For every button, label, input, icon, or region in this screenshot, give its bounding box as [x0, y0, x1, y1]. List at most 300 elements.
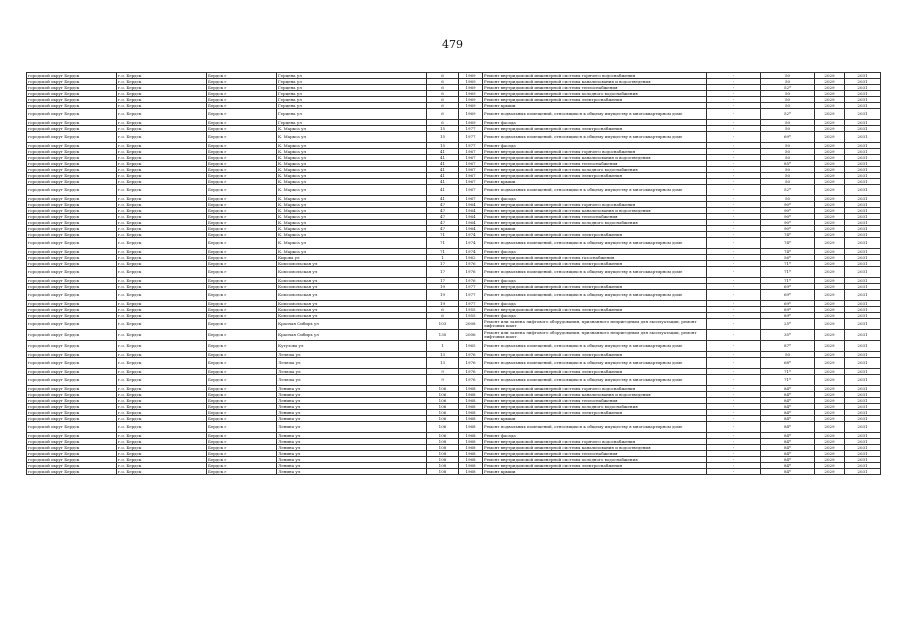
cell-city: Бердск г [207, 126, 277, 132]
cell-cost: 71* [761, 261, 815, 267]
cell-house: 13 [427, 358, 459, 369]
cell-house: 106 [427, 410, 459, 416]
cell-house: 108 [427, 451, 459, 457]
cell-flag: - [707, 261, 761, 267]
cell-year: 1976 [459, 278, 483, 284]
cell-work: Ремонт внутридомовой инженерной системы канализования и водоотведения [483, 208, 707, 214]
cell-settlement: г.о. Бердск [117, 290, 207, 301]
cell-flag: - [707, 422, 761, 433]
cell-cost: 50 [761, 103, 815, 109]
cell-flag: - [707, 143, 761, 149]
cell-flag: - [707, 161, 761, 167]
cell-year-end: 2031 [845, 103, 881, 109]
cell-street: Лелюха ул [277, 375, 427, 386]
cell-street: Комсомольская ул [277, 261, 427, 267]
cell-cost: 74* [761, 238, 815, 249]
cell-flag: - [707, 220, 761, 226]
table-row [27, 319, 881, 330]
cell-settlement: г.о. Бердск [117, 179, 207, 185]
cell-work: Ремонт внутридомовой инженерной системы газоснабжения [483, 255, 707, 261]
cell-house: 6 [427, 120, 459, 126]
cell-street: Ленина ул [277, 410, 427, 416]
cell-cost: 89* [761, 313, 815, 319]
cell-work: Ремонт крыши [483, 416, 707, 422]
cell-cost: 84* [761, 469, 815, 475]
cell-municipality: городской округ Бердск [27, 301, 117, 307]
cell-street: Ленина ул [277, 433, 427, 439]
cell-house: 6 [427, 91, 459, 97]
cell-year-start: 2029 [815, 433, 845, 439]
cell-house: 130 [427, 330, 459, 341]
cell-year-end: 2031 [845, 341, 881, 352]
cell-flag: - [707, 410, 761, 416]
cell-year: 1969 [459, 120, 483, 126]
cell-settlement: г.о. Бердск [117, 120, 207, 126]
cell-cost: 50 [761, 79, 815, 85]
cell-cost: 71* [761, 375, 815, 386]
cell-street: Герцена ул [277, 109, 427, 120]
cell-municipality: городской округ Бердск [27, 313, 117, 319]
cell-work: Ремонт подвальных помещений, относящихся к общему имуществу в многоквартирном доме [483, 422, 707, 433]
cell-year-start: 2029 [815, 319, 845, 330]
cell-flag: - [707, 185, 761, 196]
cell-settlement: г.о. Бердск [117, 173, 207, 179]
cell-flag: - [707, 301, 761, 307]
cell-municipality: городской округ Бердск [27, 469, 117, 475]
cell-work: Ремонт фасада [483, 249, 707, 255]
cell-work: Ремонт подвальных помещений, относящихся к общему имуществу в многоквартирном доме [483, 375, 707, 386]
cell-year-start: 2029 [815, 167, 845, 173]
cell-flag: - [707, 109, 761, 120]
cell-house: 106 [427, 404, 459, 410]
cell-municipality: городской округ Бердск [27, 369, 117, 375]
cell-settlement: г.о. Бердск [117, 369, 207, 375]
cell-house: 41 [427, 196, 459, 202]
cell-municipality: городской округ Бердск [27, 422, 117, 433]
cell-year-start: 2029 [815, 301, 845, 307]
cell-year: 1968 [459, 410, 483, 416]
cell-municipality: городской округ Бердск [27, 85, 117, 91]
cell-municipality: городской округ Бердск [27, 173, 117, 179]
cell-street: Кирова ул [277, 255, 427, 261]
cell-municipality: городской округ Бердск [27, 330, 117, 341]
cell-cost: 89* [761, 307, 815, 313]
cell-year-end: 2031 [845, 196, 881, 202]
cell-street: Ленина ул [277, 392, 427, 398]
cell-year-start: 2029 [815, 358, 845, 369]
cell-municipality: городской округ Бердск [27, 249, 117, 255]
cell-flag: - [707, 132, 761, 143]
cell-house: 6 [427, 109, 459, 120]
cell-flag: - [707, 179, 761, 185]
cell-year-end: 2031 [845, 161, 881, 167]
cell-municipality: городской округ Бердск [27, 307, 117, 313]
cell-settlement: г.о. Бердск [117, 398, 207, 404]
cell-municipality: городской округ Бердск [27, 261, 117, 267]
cell-flag: - [707, 375, 761, 386]
cell-year-start: 2029 [815, 307, 845, 313]
cell-work: Ремонт крыши [483, 226, 707, 232]
cell-year: 1968 [459, 451, 483, 457]
cell-city: Бердск г [207, 358, 277, 369]
cell-flag: - [707, 226, 761, 232]
cell-street: Ленина ул [277, 451, 427, 457]
cell-municipality: городской округ Бердск [27, 97, 117, 103]
cell-work: Ремонт подвальных помещений, относящихся к общему имуществу в многоквартирном доме [483, 238, 707, 249]
cell-cost: 50 [761, 173, 815, 179]
cell-year-start: 2029 [815, 386, 845, 392]
cell-house: 41 [427, 173, 459, 179]
cell-year-end: 2031 [845, 445, 881, 451]
cell-cost: 50 [761, 352, 815, 358]
cell-city: Бердск г [207, 284, 277, 290]
cell-house: 15 [427, 132, 459, 143]
cell-year: 1967 [459, 167, 483, 173]
cell-year-start: 2029 [815, 238, 845, 249]
cell-cost: 90* [761, 202, 815, 208]
cell-work: Ремонт внутридомовой инженерной системы электроснабжения [483, 369, 707, 375]
cell-year-end: 2031 [845, 422, 881, 433]
cell-settlement: г.о. Бердск [117, 161, 207, 167]
cell-street: Герцена ул [277, 91, 427, 97]
cell-settlement: г.о. Бердск [117, 319, 207, 330]
table-row [27, 185, 881, 196]
cell-flag: - [707, 97, 761, 103]
cell-city: Бердск г [207, 445, 277, 451]
cell-year-end: 2031 [845, 278, 881, 284]
cell-municipality: городской округ Бердск [27, 290, 117, 301]
cell-street: Герцена ул [277, 85, 427, 91]
cell-city: Бердск г [207, 392, 277, 398]
cell-municipality: городской округ Бердск [27, 185, 117, 196]
cell-work: Ремонт внутридомовой инженерной системы теплоснабжения [483, 85, 707, 91]
cell-city: Бердск г [207, 457, 277, 463]
cell-cost: 90* [761, 220, 815, 226]
cell-year-start: 2029 [815, 97, 845, 103]
cell-street: К. Маркса ул [277, 202, 427, 208]
cell-house: 108 [427, 457, 459, 463]
cell-year: 1969 [459, 109, 483, 120]
cell-municipality: городской округ Бердск [27, 398, 117, 404]
cell-year-end: 2031 [845, 433, 881, 439]
registry-table [26, 72, 881, 475]
cell-city: Бердск г [207, 352, 277, 358]
cell-year-end: 2031 [845, 358, 881, 369]
cell-flag: - [707, 416, 761, 422]
cell-work: Ремонт внутридомовой инженерной системы электроснабжения [483, 126, 707, 132]
cell-year: 1976 [459, 358, 483, 369]
cell-work: Ремонт внутридомовой инженерной системы теплоснабжения [483, 214, 707, 220]
cell-street: Комсомольская ул [277, 307, 427, 313]
cell-settlement: г.о. Бердск [117, 375, 207, 386]
cell-municipality: городской округ Бердск [27, 196, 117, 202]
cell-cost: 69* [761, 132, 815, 143]
cell-street: Ленина ул [277, 404, 427, 410]
cell-street: К. Маркса ул [277, 220, 427, 226]
cell-settlement: г.о. Бердск [117, 433, 207, 439]
cell-house: 106 [427, 433, 459, 439]
cell-city: Бердск г [207, 416, 277, 422]
cell-city: Бердск г [207, 267, 277, 278]
cell-street: К. Маркса ул [277, 196, 427, 202]
cell-cost: 71* [761, 267, 815, 278]
cell-year: 1974 [459, 238, 483, 249]
cell-cost: 84* [761, 433, 815, 439]
cell-year-start: 2029 [815, 341, 845, 352]
cell-year-end: 2031 [845, 301, 881, 307]
cell-year-end: 2031 [845, 463, 881, 469]
cell-year-end: 2031 [845, 167, 881, 173]
cell-house: 15 [427, 143, 459, 149]
cell-flag: - [707, 278, 761, 284]
cell-municipality: городской округ Бердск [27, 73, 117, 79]
cell-cost: 50 [761, 143, 815, 149]
cell-municipality: городской округ Бердск [27, 143, 117, 149]
cell-year: 1964 [459, 214, 483, 220]
cell-municipality: городской округ Бердск [27, 278, 117, 284]
cell-house: 47 [427, 208, 459, 214]
cell-municipality: городской округ Бердск [27, 267, 117, 278]
cell-work: Ремонт внутридомовой инженерной системы канализования и водоотведения [483, 79, 707, 85]
cell-cost: 50 [761, 149, 815, 155]
cell-year: 1967 [459, 173, 483, 179]
cell-settlement: г.о. Бердск [117, 202, 207, 208]
cell-city: Бердск г [207, 404, 277, 410]
cell-street: Комсомольская ул [277, 278, 427, 284]
cell-settlement: г.о. Бердск [117, 284, 207, 290]
cell-flag: - [707, 469, 761, 475]
cell-work: Ремонт фасада [483, 120, 707, 126]
cell-year-start: 2029 [815, 410, 845, 416]
cell-street: Комсомольская ул [277, 301, 427, 307]
cell-street: Ленина ул [277, 439, 427, 445]
cell-city: Бердск г [207, 469, 277, 475]
cell-year: 1977 [459, 290, 483, 301]
cell-city: Бердск г [207, 410, 277, 416]
cell-street: Лелюха ул [277, 369, 427, 375]
cell-municipality: городской округ Бердск [27, 463, 117, 469]
cell-cost: 50 [761, 167, 815, 173]
cell-year: 2006 [459, 330, 483, 341]
cell-house: 19 [427, 301, 459, 307]
cell-street: Герцена ул [277, 79, 427, 85]
cell-settlement: г.о. Бердск [117, 238, 207, 249]
cell-municipality: городской округ Бердск [27, 255, 117, 261]
cell-settlement: г.о. Бердск [117, 261, 207, 267]
cell-street: Ленина ул [277, 445, 427, 451]
cell-year-end: 2031 [845, 220, 881, 226]
cell-street: Комсомольская ул [277, 267, 427, 278]
cell-year-end: 2031 [845, 398, 881, 404]
cell-cost: 50 [761, 155, 815, 161]
cell-city: Бердск г [207, 143, 277, 149]
cell-municipality: городской округ Бердск [27, 416, 117, 422]
cell-year-start: 2029 [815, 398, 845, 404]
cell-settlement: г.о. Бердск [117, 155, 207, 161]
cell-year-start: 2029 [815, 261, 845, 267]
cell-city: Бердск г [207, 85, 277, 91]
cell-city: Бердск г [207, 278, 277, 284]
cell-year-start: 2029 [815, 330, 845, 341]
cell-city: Бердск г [207, 422, 277, 433]
cell-house: 108 [427, 445, 459, 451]
cell-city: Бердск г [207, 301, 277, 307]
cell-year-start: 2029 [815, 392, 845, 398]
table-row [27, 267, 881, 278]
cell-city: Бердск г [207, 330, 277, 341]
cell-year: 1967 [459, 179, 483, 185]
cell-year-end: 2031 [845, 290, 881, 301]
cell-work: Ремонт внутридомовой инженерной системы теплоснабжения [483, 398, 707, 404]
cell-year-end: 2031 [845, 261, 881, 267]
cell-year-end: 2031 [845, 313, 881, 319]
cell-year-end: 2031 [845, 284, 881, 290]
cell-flag: - [707, 214, 761, 220]
cell-year-start: 2029 [815, 469, 845, 475]
cell-year: 1977 [459, 284, 483, 290]
cell-work: Ремонт подвальных помещений, относящихся к общему имуществу в многоквартирном доме [483, 341, 707, 352]
cell-city: Бердск г [207, 232, 277, 238]
cell-year-end: 2031 [845, 179, 881, 185]
cell-year-start: 2029 [815, 278, 845, 284]
cell-year-start: 2029 [815, 109, 845, 120]
cell-city: Бердск г [207, 79, 277, 85]
cell-cost: 84* [761, 422, 815, 433]
cell-flag: - [707, 330, 761, 341]
cell-flag: - [707, 445, 761, 451]
cell-house: 9 [427, 375, 459, 386]
cell-street: Ленина ул [277, 422, 427, 433]
cell-settlement: г.о. Бердск [117, 79, 207, 85]
cell-house: 41 [427, 179, 459, 185]
cell-municipality: городской округ Бердск [27, 120, 117, 126]
cell-work: Ремонт внутридомовой инженерной системы канализования и водоотведения [483, 392, 707, 398]
cell-house: 17 [427, 267, 459, 278]
cell-cost: 71* [761, 369, 815, 375]
cell-municipality: городской округ Бердск [27, 358, 117, 369]
cell-cost: 85* [761, 161, 815, 167]
cell-street: К. Маркса ул [277, 232, 427, 238]
cell-work: Ремонт или замена лифтового оборудования, признанного непригодным для эксплуатации, ремонт лифтовых шахт [483, 319, 707, 330]
cell-city: Бердск г [207, 255, 277, 261]
cell-year-end: 2031 [845, 267, 881, 278]
cell-flag: - [707, 319, 761, 330]
cell-municipality: городской округ Бердск [27, 167, 117, 173]
cell-house: 47 [427, 214, 459, 220]
cell-settlement: г.о. Бердск [117, 416, 207, 422]
cell-settlement: г.о. Бердск [117, 226, 207, 232]
cell-settlement: г.о. Бердск [117, 330, 207, 341]
cell-year: 1977 [459, 301, 483, 307]
cell-work: Ремонт внутридомовой инженерной системы горячего водоснабжения [483, 386, 707, 392]
cell-year-end: 2031 [845, 120, 881, 126]
cell-year-start: 2029 [815, 220, 845, 226]
cell-settlement: г.о. Бердск [117, 445, 207, 451]
cell-settlement: г.о. Бердск [117, 91, 207, 97]
cell-year-end: 2031 [845, 319, 881, 330]
cell-cost: 69* [761, 301, 815, 307]
cell-flag: - [707, 232, 761, 238]
cell-cost: 69* [761, 284, 815, 290]
cell-cost: 50 [761, 97, 815, 103]
cell-settlement: г.о. Бердск [117, 85, 207, 91]
cell-year-start: 2029 [815, 79, 845, 85]
cell-city: Бердск г [207, 249, 277, 255]
cell-municipality: городской округ Бердск [27, 149, 117, 155]
cell-work: Ремонт внутридомовой инженерной системы холодного водоснабжения [483, 404, 707, 410]
cell-municipality: городской округ Бердск [27, 220, 117, 226]
cell-city: Бердск г [207, 290, 277, 301]
cell-cost: 84* [761, 392, 815, 398]
cell-city: Бердск г [207, 238, 277, 249]
cell-work: Ремонт фасада [483, 143, 707, 149]
cell-street: Ленина ул [277, 469, 427, 475]
cell-city: Бердск г [207, 97, 277, 103]
cell-year-start: 2029 [815, 313, 845, 319]
cell-year-start: 2029 [815, 457, 845, 463]
cell-flag: - [707, 313, 761, 319]
cell-street: К. Маркса ул [277, 173, 427, 179]
cell-settlement: г.о. Бердск [117, 341, 207, 352]
cell-municipality: городской округ Бердск [27, 226, 117, 232]
cell-city: Бердск г [207, 369, 277, 375]
cell-city: Бердск г [207, 307, 277, 313]
cell-work: Ремонт фасада [483, 301, 707, 307]
cell-year-start: 2029 [815, 173, 845, 179]
cell-work: Ремонт внутридомовой инженерной системы холодного водоснабжения [483, 91, 707, 97]
cell-cost: 84* [761, 398, 815, 404]
cell-city: Бердск г [207, 226, 277, 232]
cell-year: 1976 [459, 369, 483, 375]
cell-work: Ремонт фасада [483, 196, 707, 202]
cell-work: Ремонт крыши [483, 469, 707, 475]
cell-cost: 52* [761, 185, 815, 196]
cell-street: Ленина ул [277, 398, 427, 404]
cell-settlement: г.о. Бердск [117, 232, 207, 238]
cell-work: Ремонт внутридомовой инженерной системы холодного водоснабжения [483, 457, 707, 463]
cell-year: 1969 [459, 97, 483, 103]
cell-cost: 84* [761, 416, 815, 422]
cell-settlement: г.о. Бердск [117, 126, 207, 132]
cell-work: Ремонт внутридомовой инженерной системы горячего водоснабжения [483, 202, 707, 208]
cell-year: 1968 [459, 439, 483, 445]
cell-year-start: 2029 [815, 232, 845, 238]
cell-municipality: городской округ Бердск [27, 457, 117, 463]
cell-street: К. Маркса ул [277, 167, 427, 173]
cell-settlement: г.о. Бердск [117, 97, 207, 103]
cell-year: 1968 [459, 404, 483, 410]
cell-work: Ремонт внутридомовой инженерной системы электроснабжения [483, 232, 707, 238]
cell-street: Красная Сибирь ул [277, 319, 427, 330]
cell-street: Ленина ул [277, 463, 427, 469]
cell-work: Ремонт внутридомовой инженерной системы электроснабжения [483, 173, 707, 179]
cell-year: 1967 [459, 155, 483, 161]
cell-municipality: городской округ Бердск [27, 238, 117, 249]
cell-flag: - [707, 155, 761, 161]
cell-street: Лелюха ул [277, 358, 427, 369]
cell-work: Ремонт или замена лифтового оборудования, признанного непригодным для эксплуатации, ремонт лифтовых шахт [483, 330, 707, 341]
cell-city: Бердск г [207, 202, 277, 208]
cell-year: 1969 [459, 103, 483, 109]
cell-year-start: 2029 [815, 85, 845, 91]
cell-settlement: г.о. Бердск [117, 109, 207, 120]
cell-work: Ремонт подвальных помещений, относящихся к общему имуществу в многоквартирном доме [483, 132, 707, 143]
cell-flag: - [707, 284, 761, 290]
cell-street: Лелюха ул [277, 352, 427, 358]
table-row [27, 238, 881, 249]
cell-year-start: 2029 [815, 451, 845, 457]
cell-year: 1955 [459, 307, 483, 313]
